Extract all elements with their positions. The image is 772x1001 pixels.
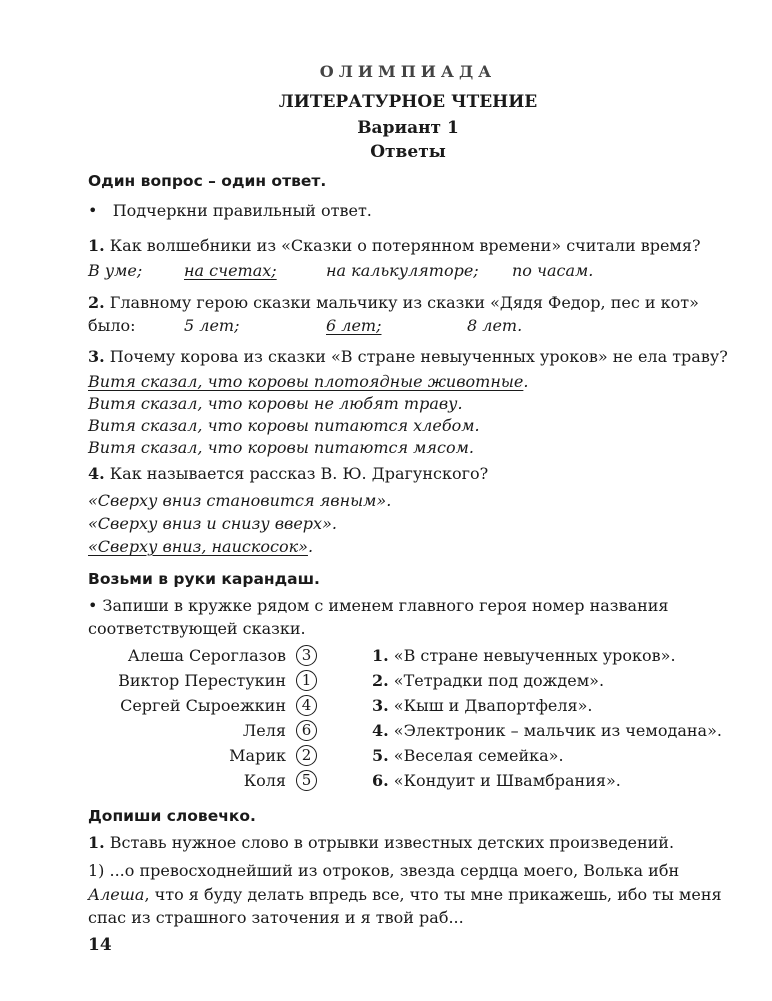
story-title-text: «Кондуит и Швамбрания». bbox=[393, 771, 621, 790]
story-title-4 bbox=[372, 720, 722, 742]
question-3 bbox=[88, 346, 728, 368]
q3-option-3: Витя сказал, что коровы питаются хлебом. bbox=[88, 416, 480, 435]
q4-option-3-text: «Сверху вниз, наискосок» bbox=[88, 537, 308, 556]
excerpt-line-2-rest: , что я буду делать впредь все, что ты мне прикажешь, ибо ты меня bbox=[144, 885, 722, 904]
q2-option-1: 5 лет; bbox=[184, 316, 240, 335]
excerpt-line-3: спас из страшного заточения и я твой раб... bbox=[88, 908, 464, 927]
question-number: 1. bbox=[88, 236, 105, 255]
q4-option-3-period: . bbox=[307, 537, 314, 556]
answers-heading: Ответы bbox=[370, 142, 446, 162]
story-title-6 bbox=[372, 770, 621, 792]
hero-name-5: Марик bbox=[229, 746, 286, 765]
q4-option-1: «Сверху вниз становится явным». bbox=[88, 491, 392, 510]
story-number: 5. bbox=[372, 746, 389, 765]
page-number: 14 bbox=[88, 935, 112, 955]
hero-name-1: Алеша Сероглазов bbox=[127, 646, 286, 665]
question-text: Как называется рассказ В. Ю. Драгунского? bbox=[109, 464, 489, 483]
story-title-1 bbox=[372, 645, 676, 667]
story-number: 4. bbox=[372, 721, 389, 740]
story-title-text: «В стране невыученных уроков». bbox=[393, 646, 676, 665]
answer-circle-6: 5 bbox=[296, 770, 317, 791]
hero-name-3: Сергей Сыроежкин bbox=[120, 696, 286, 715]
story-title-2 bbox=[372, 670, 604, 692]
q4-option-2: «Сверху вниз и снизу вверх». bbox=[88, 514, 337, 533]
story-title-5 bbox=[372, 745, 564, 767]
question-1 bbox=[88, 235, 701, 257]
answer-circle-5: 2 bbox=[296, 745, 317, 766]
story-number: 6. bbox=[372, 771, 389, 790]
q3-option-1 bbox=[88, 371, 528, 393]
excerpt-answer: Алеша bbox=[88, 885, 145, 904]
q1-option-2: на счетах; bbox=[184, 261, 277, 280]
section1-title: Один вопрос – один ответ. bbox=[88, 172, 327, 190]
excerpt-line-1: 1) ...о превосходнейший из отроков, звезда сердца моего, Волька ибн bbox=[88, 861, 680, 880]
story-title-text: «Электроник – мальчик из чемодана». bbox=[393, 721, 722, 740]
q1-option-4: по часам. bbox=[512, 261, 594, 280]
instruction-text: Запиши в кружке рядом с именем главного героя номер названия bbox=[102, 596, 669, 615]
q1-option-1: В уме; bbox=[88, 261, 143, 280]
question-number: 4. bbox=[88, 464, 105, 483]
question-text: Как волшебники из «Сказки о потерянном времени» считали время? bbox=[109, 236, 701, 255]
excerpt-line-2 bbox=[88, 884, 722, 906]
section3-title: Допиши словечко. bbox=[88, 807, 256, 825]
question-2 bbox=[88, 292, 699, 314]
q3-option-1-text: Витя сказал, что коровы плотоядные животные bbox=[88, 372, 524, 391]
hero-name-6: Коля bbox=[243, 771, 286, 790]
hero-name-2: Виктор Перестукин bbox=[118, 671, 286, 690]
variant-heading: Вариант 1 bbox=[357, 118, 459, 138]
q2-option-2: 6 лет; bbox=[326, 316, 382, 335]
section3-task bbox=[88, 832, 674, 854]
hero-name-4: Леля bbox=[242, 721, 286, 740]
section2-instruction-1 bbox=[88, 595, 669, 617]
q3-option-4: Витя сказал, что коровы питаются мясом. bbox=[88, 438, 474, 457]
answer-circle-3: 4 bbox=[296, 695, 317, 716]
olympiad-heading: ОЛИМПИАДА bbox=[319, 62, 497, 81]
story-number: 2. bbox=[372, 671, 389, 690]
section2-instruction-2: соответствующей сказки. bbox=[88, 619, 306, 638]
answer-circle-1: 3 bbox=[296, 645, 317, 666]
bullet-icon: • bbox=[88, 596, 98, 615]
q2-text-2: было: bbox=[88, 316, 136, 335]
question-number: 3. bbox=[88, 347, 105, 366]
story-title-text: «Кыш и Двапортфеля». bbox=[393, 696, 593, 715]
answer-circle-4: 6 bbox=[296, 720, 317, 741]
story-title-text: «Тетрадки под дождем». bbox=[393, 671, 605, 690]
q4-option-3 bbox=[88, 536, 313, 558]
story-number: 1. bbox=[372, 646, 389, 665]
task-number: 1. bbox=[88, 833, 105, 852]
bullet-icon: • bbox=[88, 201, 98, 220]
story-title-text: «Веселая семейка». bbox=[393, 746, 564, 765]
story-title-3 bbox=[372, 695, 592, 717]
instruction-text: Подчеркни правильный ответ. bbox=[112, 201, 372, 220]
question-number: 2. bbox=[88, 293, 105, 312]
question-4 bbox=[88, 463, 488, 485]
question-text: Главному герою сказки мальчику из сказки «Дядя Федор, пес и кот» bbox=[109, 293, 699, 312]
subject-heading: ЛИТЕРАТУРНОЕ ЧТЕНИЕ bbox=[278, 92, 538, 112]
q2-option-3: 8 лет. bbox=[467, 316, 523, 335]
section2-title: Возьми в руки карандаш. bbox=[88, 570, 320, 588]
q1-option-3: на калькуляторе; bbox=[326, 261, 479, 280]
section1-instruction bbox=[88, 200, 372, 222]
story-number: 3. bbox=[372, 696, 389, 715]
answer-circle-2: 1 bbox=[296, 670, 317, 691]
q3-option-2: Витя сказал, что коровы не любят траву. bbox=[88, 394, 463, 413]
q3-option-1-period: . bbox=[523, 372, 529, 391]
task-text: Вставь нужное слово в отрывки известных детских произведений. bbox=[109, 833, 675, 852]
question-text: Почему корова из сказки «В стране невыученных уроков» не ела траву? bbox=[109, 347, 728, 366]
